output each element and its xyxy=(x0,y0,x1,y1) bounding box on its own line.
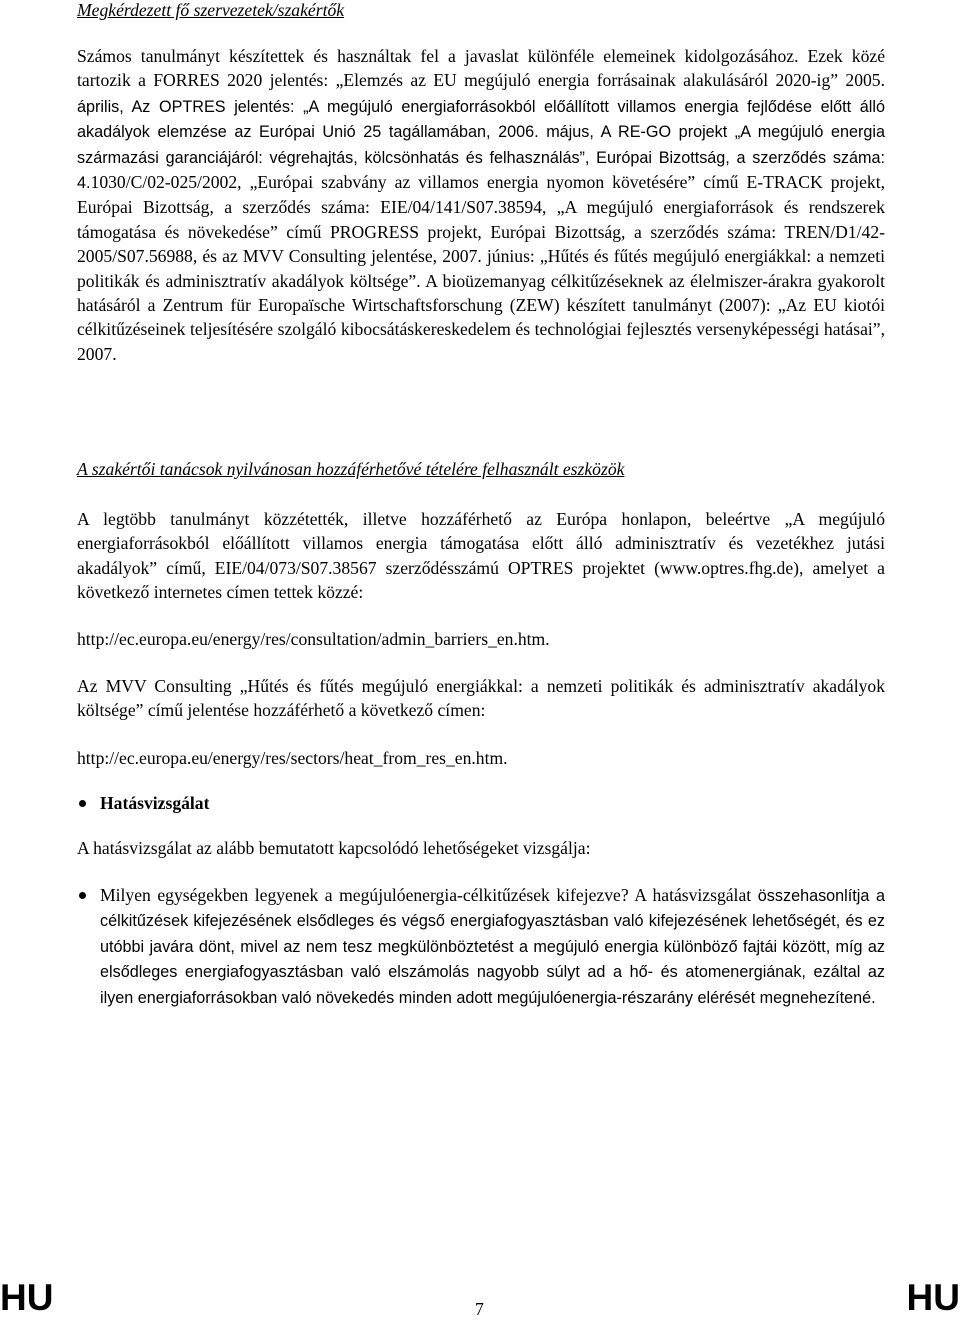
section-heading-tools: A szakértői tanácsok nyilvánosan hozzáférhetővé tételére felhasznált eszközök xyxy=(77,459,625,479)
studies-text-part2: április, Az OPTRES jelentés: „A megújuló energiaforrásokból előállított villamos energia fejlődése előtt álló akadályok elemzése az Európai Unió 25 tagállamában, 2006. május, A RE-GO projekt „A megújuló energia származási garanciájáról: végrehajtás, kölcsönhatás és felhasználás”, Európai Bizottság, a szerződés száma: 4. xyxy=(77,97,885,193)
page-number: 7 xyxy=(475,1299,484,1319)
section-heading-experts: Megkérdezett fő szervezetek/szakértők xyxy=(77,0,345,20)
paragraph-mvv-report: Az MVV Consulting „Hűtés és fűtés megújuló energiákkal: a nemzeti politikák és adminisztratív akadályok költsége” című jelentése hozzáférhető a következő címen: xyxy=(77,676,885,721)
studies-text-part3: 1030/C/02-025/2002, „Európai szabvány az villamos energia nyomon követésére” című E-TRACK projekt, Európai Bizottság, a szerződés száma: EIE/04/141/S07.38594, „A megújuló energiaforrások és rendszerek támogatása és növekedése” című PROGRESS projekt, Európai Bizottság, a szerződés száma: TREN/D1/42-2005/S07.56988, és az MVV Consulting jelentése, 2007. június: „Hűtés és fűtés megújuló energiákkal: a nemzeti politikák és adminisztratív akadályok költsége”. A bioüzemanyag célkitűzéseknek az élelmiszer-árakra gyakorolt hatásáról a Zentrum für Europaïsche Wirtschaftsforschung (ZEW) készített tanulmányt (2007): „Az EU kiotói célkitűzéseinek teljesítésére szolgáló kibocsátáskereskedelem és technológiai fejlesztés versenyképességi hatásai”, 2007. xyxy=(77,172,885,364)
paragraph-studies xyxy=(77,44,885,366)
bullet-dot-icon xyxy=(79,800,86,807)
bullet-heading: Hatásvizsgálat xyxy=(100,793,210,813)
url-heat-from-res: http://ec.europa.eu/energy/res/sectors/heat_from_res_en.htm. xyxy=(77,748,508,768)
footer-language-left: HU xyxy=(0,1277,54,1318)
studies-text-part1: Számos tanulmányt készítettek és használtak fel a javaslat különféle elemeinek kidolgozásához. Ezek közé tartozik a FORRES 2020 jelentés: „Elemzés az EU megújuló energia forrásainak alakulásáról 2020-ig” 2005. xyxy=(77,46,885,91)
paragraph-options: A hatásvizsgálat az alább bemutatott kapcsolódó lehetőségeket vizsgálja: xyxy=(77,838,591,858)
footer-language-right: HU xyxy=(906,1277,960,1318)
units-explanation: összehasonlítja a célkitűzések kifejezésének elsődleges és végső energiafogyasztásban való kifejezésének lehetőségét, és ez utóbbi javára dönt, mivel az nem tesz megkülönböztetést a megújuló energia különböző fajtái között, míg az elsődleges energiafogyasztásban való elszámolás nagyobb súlyt ad a hő- és atomenergiának, ezáltal az ilyen energiaforrásokban való növekedés minden adott megújulóenergia-részarány elérését megnehezítené. xyxy=(100,887,885,1007)
units-question: Milyen egységekben legyenek a megújulóenergia-célkitűzések kifejezve? A hatásvizsgálat xyxy=(100,885,752,905)
bullet-units-text xyxy=(100,883,885,1010)
url-admin-barriers: http://ec.europa.eu/energy/res/consultation/admin_barriers_en.htm. xyxy=(77,629,550,649)
bullet-dot-icon xyxy=(79,892,86,899)
paragraph-publication: A legtöbb tanulmányt közzétették, illetve hozzáférhető az Európa honlapon, beleértve „A megújuló energiaforrásokból előállított villamos energia támogatása előtt álló adminisztratív és vezetékhez jutási akadályok” című, EIE/04/073/S07.38567 szerződésszámú OPTRES projektet (www.optres.fhg.de), amelyet a következő internetes címen tettek közzé: xyxy=(77,509,885,603)
